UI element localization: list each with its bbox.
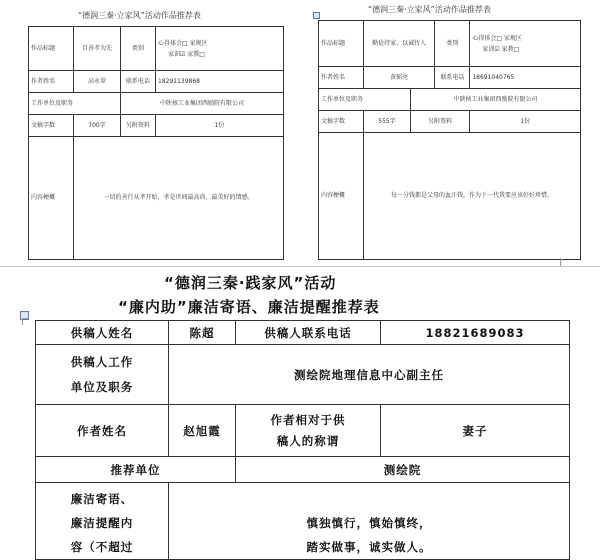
form3-provider-name-label: 供稿人姓名 <box>36 321 169 345</box>
page-corner-mark-icon-2 <box>22 318 29 325</box>
form3-provider-name: 陈超 <box>169 321 236 345</box>
form1-category <box>156 27 284 71</box>
form1-table <box>28 26 284 260</box>
form3-author-label: 作者姓名 <box>36 405 169 457</box>
form3-relation-label-2: 稿人的称谓 <box>276 433 340 448</box>
form1-words: 700字 <box>74 115 121 137</box>
form3-provider-unit-label-1: 供稿人工作 <box>70 354 134 369</box>
form1-words-label: 文稿字数 <box>29 115 74 137</box>
form2-title: “德润三秦·立家风”活动作品推荐表 <box>368 5 491 14</box>
form3-message-label-3: 容（不超过 <box>70 540 134 554</box>
form3-relation: 妻子 <box>381 405 570 457</box>
form2-work-title: 勤俭持家，以诚待人 <box>364 21 435 67</box>
form2-phone: 18691040765 <box>470 67 581 89</box>
form3-title-line1: “德润三秦·践家风”活动 <box>164 274 337 292</box>
form2-phone-label: 联系电话 <box>435 67 470 89</box>
form2-words: 555字 <box>364 111 411 133</box>
form1-summary-label: 内容梗概 <box>29 137 74 260</box>
form3-message-line2: 踏实做事，诚实做人。 <box>306 540 432 554</box>
form3-message <box>169 483 570 560</box>
form2-unit: 中陕核工业集团西励院有限公司 <box>411 89 581 111</box>
form2-summary-label: 内容梗概 <box>319 133 364 260</box>
section-divider <box>0 266 600 267</box>
form3-recommend-label: 推荐单位 <box>36 457 236 483</box>
form2-category <box>470 21 581 67</box>
form3-author: 赵旭霞 <box>169 405 236 457</box>
form2-summary: 每一分钱都是父母的血汗钱，作为下一代我要应该好好珍惜。 <box>364 133 581 260</box>
form3-message-label-1: 廉洁寄语、 <box>70 492 134 506</box>
form1-phone-label: 联系电话 <box>121 71 156 93</box>
form3-provider-phone-label: 供稿人联系电话 <box>236 321 381 345</box>
table-move-handle-icon[interactable] <box>313 12 320 19</box>
form1-cat-line1: 心得体会□ 家规区 <box>158 39 208 47</box>
form3-message-label-2: 廉洁提醒内 <box>70 516 134 530</box>
form1-attach-label: 另附资料 <box>121 115 156 137</box>
form2-attach-label: 另附资料 <box>411 111 470 133</box>
form2-words-label: 文稿字数 <box>319 111 364 133</box>
form1-author-label: 作者姓名 <box>29 71 74 93</box>
form3-message-label <box>36 483 169 560</box>
form1-work-title: 百善孝为先 <box>74 27 121 71</box>
form3-title-line2: “廉内助”廉洁寄语、廉洁提醒推荐表 <box>118 298 380 316</box>
form2-category-label: 类别 <box>435 21 470 67</box>
form1-title: “德润三秦·立家风”活动作品推荐表 <box>78 11 201 20</box>
form3-provider-unit: 测绘院地理信息中心副主任 <box>169 345 570 405</box>
form1-unit: 中陕核工业集团西励院有限公司 <box>121 93 284 115</box>
form1-work-title-label: 作品标题 <box>29 27 74 71</box>
form3-recommend-unit: 测绘院 <box>236 457 570 483</box>
form2-cat-line1: 心得体会□ 家规区 <box>472 34 522 42</box>
form1-summary: 一切的善行从孝开始，孝是世间最高尚、最美好的情感。 <box>74 137 284 260</box>
form2-author: 黄韬亮 <box>364 67 435 89</box>
form3-relation-label <box>236 405 381 457</box>
form1-author: 高永翠 <box>74 71 121 93</box>
form2-cat-line2: 家训☑ 家教□ <box>482 45 520 53</box>
form1-attach: 1份 <box>156 115 284 137</box>
form3-provider-unit-label-2: 单位及职务 <box>70 379 134 394</box>
form2-attach: 1份 <box>470 111 581 133</box>
form2-unit-label: 工作单位及职务 <box>319 89 411 111</box>
form2-work-title-label: 作品标题 <box>319 21 364 67</box>
form1-phone: 18291139868 <box>156 71 284 93</box>
form3-relation-label-1: 作者相对于供 <box>270 412 346 427</box>
form3-provider-unit-label <box>36 345 169 405</box>
form1-category-label: 类别 <box>121 27 156 71</box>
form1-cat-line2: 家训☑ 家教□ <box>168 50 205 58</box>
form2-author-label: 作者姓名 <box>319 67 364 89</box>
form1-unit-label: 工作单位及职务 <box>29 93 121 115</box>
form3-table <box>35 320 570 560</box>
form3-message-line1: 慎独慎行，慎始慎终， <box>306 516 432 530</box>
form2-table <box>318 20 581 260</box>
form3-provider-phone: 18821689083 <box>381 321 570 345</box>
